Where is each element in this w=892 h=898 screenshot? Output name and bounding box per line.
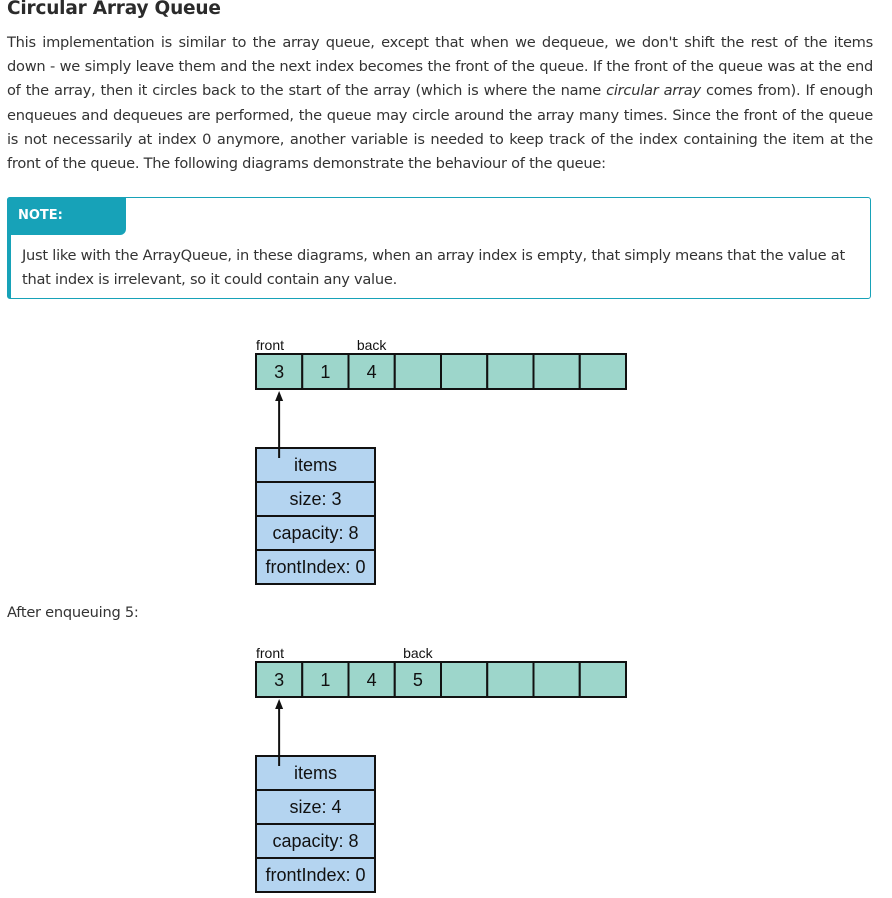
array-cell bbox=[534, 662, 580, 697]
struct-field-1: size: 3 bbox=[289, 489, 342, 509]
array-cell-value: 5 bbox=[412, 670, 423, 690]
array-cell-value: 3 bbox=[274, 362, 285, 382]
front-label: front bbox=[256, 337, 285, 353]
struct-field-2: capacity: 8 bbox=[272, 831, 359, 851]
note-box bbox=[7, 197, 871, 299]
struct-field-0: items bbox=[293, 455, 338, 475]
intro-text-1: This implementation is similar to the array queue, except that when we dequeue, we don't shift the rest of the items down - we simply leave them and the next index becomes the front of the queue. If the front of the queue was at the end of the array, then it circles back to the start of the array (which is where the name bbox=[7, 34, 873, 100]
caption-after-enqueue: After enqueuing 5: bbox=[7, 604, 139, 621]
note-text: Just like with the ArrayQueue, in these diagrams, when an array index is empty, that simply means that the value at that index is irrelevant, so it could contain any value. bbox=[22, 247, 845, 289]
array-cell-value: 4 bbox=[366, 362, 377, 382]
array-cell bbox=[580, 662, 626, 697]
page-title: Circular Array Queue bbox=[7, 0, 221, 19]
array-cell bbox=[395, 354, 441, 389]
front-label: front bbox=[256, 645, 285, 661]
array-cell-value: 1 bbox=[320, 362, 331, 382]
array-cell-value: 3 bbox=[274, 670, 285, 690]
array-cell-value: 1 bbox=[320, 670, 331, 690]
array-cell bbox=[487, 662, 533, 697]
items-pointer-arrowhead bbox=[275, 391, 283, 401]
intro-paragraph bbox=[7, 31, 873, 176]
queue-diagram-svg-2 bbox=[240, 638, 640, 898]
struct-field-3: frontIndex: 0 bbox=[265, 865, 366, 885]
struct-field-3: frontIndex: 0 bbox=[265, 557, 366, 577]
note-label: NOTE: bbox=[7, 197, 126, 235]
array-cell bbox=[441, 354, 487, 389]
queue-diagram-2 bbox=[240, 638, 640, 898]
queue-diagram-svg-1 bbox=[240, 330, 640, 590]
items-pointer-arrowhead bbox=[275, 699, 283, 709]
intro-text-2: comes from). If enough enqueues and dequeues are performed, the queue may circle around the array many times. Since the front of the queue is not necessarily at index 0 anymore, another variable is needed to keep track of the index containing the item at the front of the queue. The following diagrams demonstrate the behaviour of the queue: bbox=[7, 82, 873, 173]
back-label: back bbox=[356, 337, 387, 353]
struct-field-0: items bbox=[293, 763, 338, 783]
queue-diagram-1 bbox=[240, 330, 640, 590]
back-label: back bbox=[403, 645, 433, 661]
array-cell bbox=[487, 354, 533, 389]
struct-field-1: size: 4 bbox=[289, 797, 342, 817]
array-cell bbox=[534, 354, 580, 389]
array-cell bbox=[441, 662, 487, 697]
array-cell bbox=[580, 354, 626, 389]
array-cell-value: 4 bbox=[366, 670, 377, 690]
struct-field-2: capacity: 8 bbox=[272, 523, 359, 543]
intro-emphasis: circular array bbox=[606, 82, 701, 100]
